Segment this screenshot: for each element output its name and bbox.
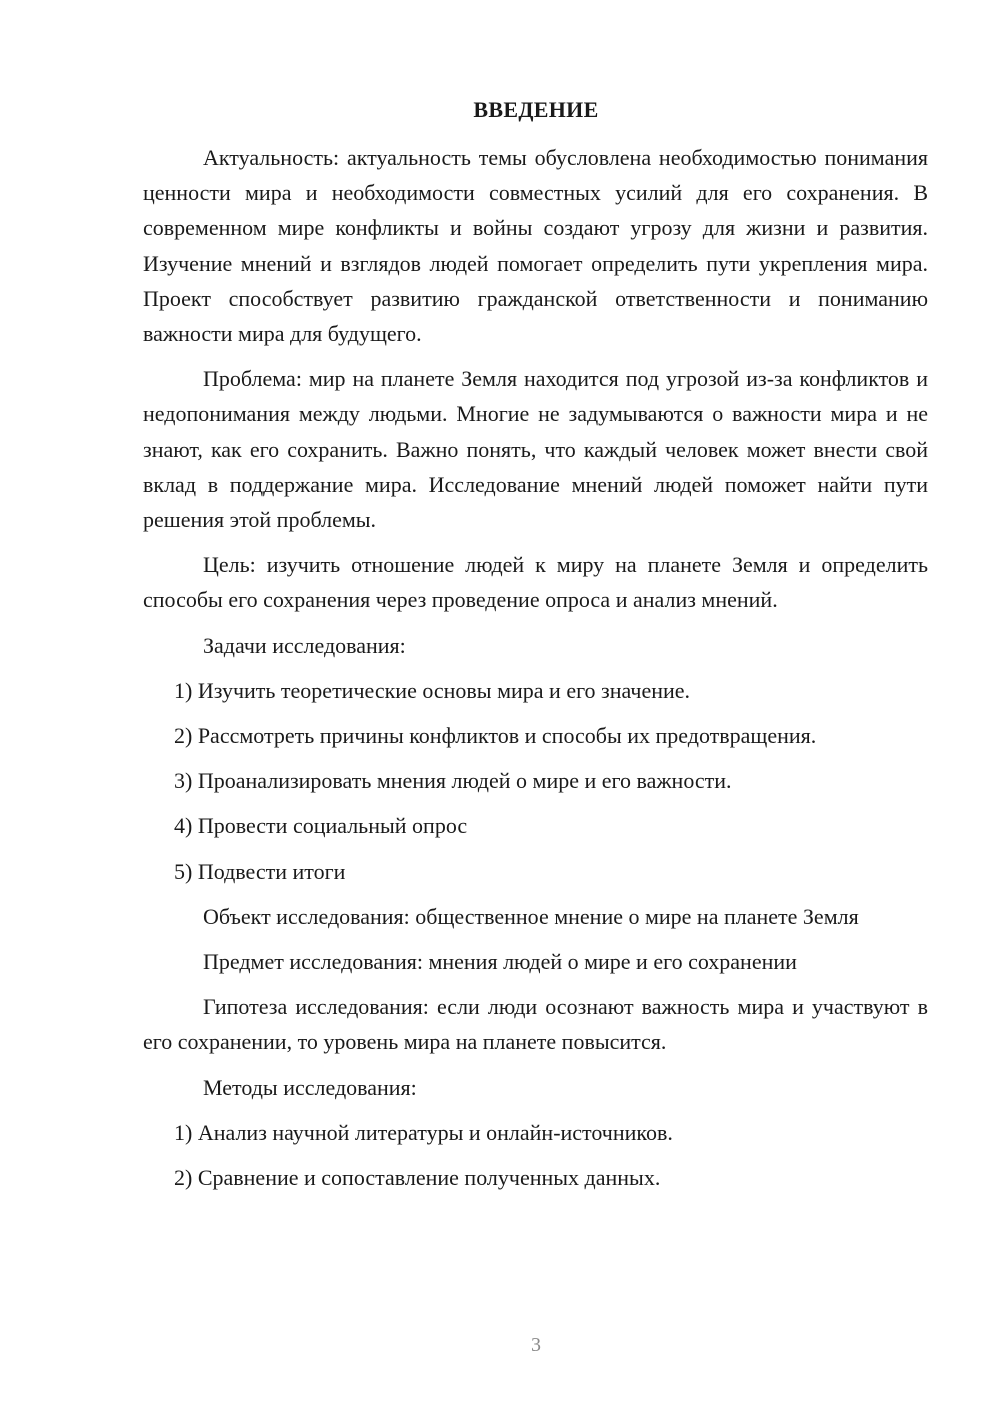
hypothesis-paragraph: Гипотеза исследования: если люди осознают важность мира и участвуют в его сохранении, то уровень мира на планете повысится. (143, 994, 928, 1055)
list-item: 3) Проанализировать мнения людей о мире и его важности. (174, 768, 732, 794)
page-number: 3 (531, 1334, 541, 1356)
tasks-list (143, 673, 928, 889)
subject-paragraph: Предмет исследования: мнения людей о мире и его сохранении (203, 949, 797, 975)
list-item: 2) Рассмотреть причины конфликтов и способы их предотвращения. (174, 723, 817, 749)
list-item: 1) Изучить теоретические основы мира и его значение. (174, 677, 691, 703)
methods-list (143, 1115, 928, 1195)
relevance-paragraph: Актуальность: актуальность темы обусловлена необходимостью понимания ценности мира и необходимости совместных усилий для его сохранения. В современном мире конфликты и войны создают угрозу для жизни и развития. Изучение мнений и взглядов людей помогает определить пути укрепления мира. Проект способствует развитию гражданской ответственности и пониманию важности мира для будущего. (143, 145, 928, 347)
goal-paragraph: Цель: изучить отношение людей к миру на планете Земля и определить способы его сохранения через проведение опроса и анализ мнений. (143, 552, 928, 613)
list-item: 4) Провести социальный опрос (174, 813, 468, 839)
problem-paragraph: Проблема: мир на планете Земля находится под угрозой из-за конфликтов и недопонимания между людьми. Многие не задумываются о важности мира и не знают, как его сохранить. Важно понять, что каждый человек может внести свой вклад в поддержание мира. Исследование мнений людей поможет найти пути решения этой проблемы. (143, 366, 928, 533)
methods-heading: Методы исследования: (203, 1074, 417, 1100)
object-paragraph: Объект исследования: общественное мнение о мире на планете Земля (203, 903, 859, 929)
list-item: 1) Анализ научной литературы и онлайн-источников. (174, 1119, 673, 1145)
list-item: 2) Сравнение и сопоставление полученных данных. (174, 1165, 661, 1191)
page-title: ВВЕДЕНИЕ (473, 97, 599, 122)
tasks-heading: Задачи исследования: (203, 632, 406, 658)
list-item: 5) Подвести итоги (174, 858, 346, 884)
page-body (143, 140, 928, 1205)
